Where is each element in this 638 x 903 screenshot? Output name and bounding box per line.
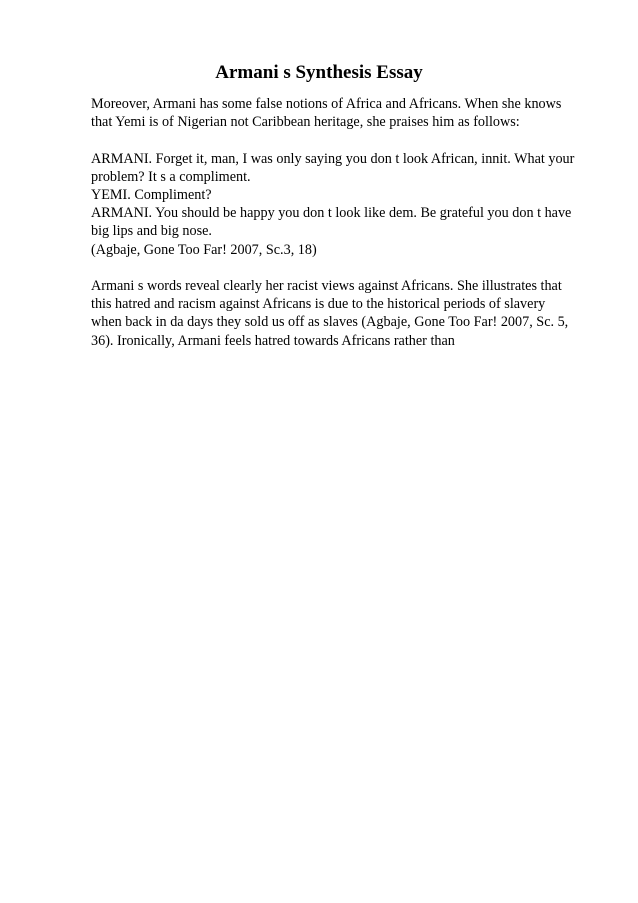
text-line: big lips and big nose. bbox=[91, 223, 212, 240]
paragraph-quote bbox=[91, 150, 591, 259]
text-line: 36). Ironically, Armani feels hatred towards Africans rather than bbox=[91, 332, 455, 349]
citation-line: (Agbaje, Gone Too Far! 2007, Sc.3, 18) bbox=[91, 241, 317, 258]
paragraph-analysis bbox=[91, 277, 591, 350]
text-line: Armani s words reveal clearly her racist views against Africans. She illustrates that bbox=[91, 278, 562, 294]
text-line: problem? It s a compliment. bbox=[91, 168, 251, 185]
paragraph-intro bbox=[91, 95, 591, 131]
text-line: when back in da days they sold us off as slaves (Agbaje, Gone Too Far! 2007, Sc. 5, bbox=[91, 314, 569, 331]
text-line: Moreover, Armani has some false notions of Africa and Africans. When she knows bbox=[91, 96, 562, 112]
text-line: this hatred and racism against Africans is due to the historical periods of slavery bbox=[91, 296, 546, 313]
document-body bbox=[91, 95, 591, 368]
text-line: that Yemi is of Nigerian not Caribbean heritage, she praises him as follows: bbox=[91, 114, 520, 131]
text-line: ARMANI. Forget it, man, I was only saying you don t look African, innit. What your bbox=[91, 150, 575, 167]
text-line: ARMANI. You should be happy you don t look like dem. Be grateful you don t have bbox=[91, 205, 572, 222]
document-title: Armani s Synthesis Essay bbox=[215, 62, 423, 83]
text-line: YEMI. Compliment? bbox=[91, 187, 212, 203]
